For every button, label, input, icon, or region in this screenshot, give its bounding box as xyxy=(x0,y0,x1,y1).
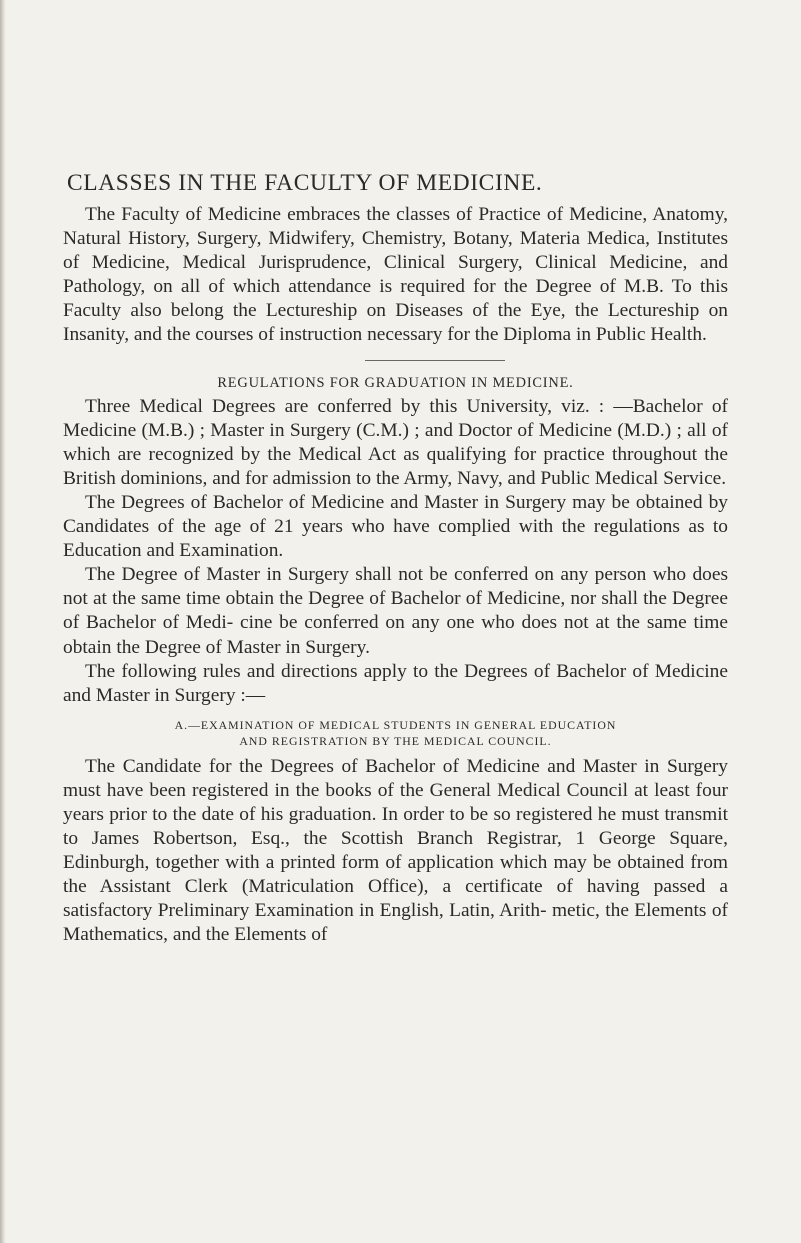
regulations-paragraph-4: The following rules and directions apply to the Degrees of Bachelor of Medicine and Master in Surgery :— xyxy=(63,660,728,706)
page-edge-shadow xyxy=(0,0,6,1243)
section-divider xyxy=(365,360,505,361)
section-a-heading xyxy=(63,717,728,749)
page-title: CLASSES IN THE FACULTY OF MEDICINE. xyxy=(67,170,543,196)
section-a-heading-line-1: A.—EXAMINATION OF MEDICAL STUDENTS IN GENERAL EDUCATION xyxy=(174,717,617,732)
regulations-heading: REGULATIONS FOR GRADUATION IN MEDICINE. xyxy=(217,374,574,391)
section-a-heading-line-2: AND REGISTRATION BY THE MEDICAL COUNCIL. xyxy=(239,733,552,748)
regulations-paragraph-2: The Degrees of Bachelor of Medicine and Master in Surgery may be obtained by Candidates of the age of 21 years who have complied with the regulations as to Education and Examination. xyxy=(63,491,728,562)
regulations-paragraph-3: The Degree of Master in Surgery shall not be conferred on any person who does not at the same time obtain the Degree of Bachelor of Medicine, nor shall the Degree of Bachelor of Medi- cine be conferred on any one who does not at the same time obtain the Degree of Master in Surgery. xyxy=(63,564,728,658)
text-column xyxy=(63,170,728,948)
intro-paragraph: The Faculty of Medicine embraces the classes of Practice of Medicine, Anatomy, Natural History, Surgery, Midwifery, Chemistry, Botany, Materia Medica, Institutes of Medicine, Medical Jurisprudence, Clinical Surgery, Clinical Medicine, and Pathology, on all of which attendance is required for the Degree of M.B. To this Faculty also belong the Lectureship on Diseases of the Eye, the Lectureship on Insanity, and the courses of instruction necessary for the Diploma in Public Health. xyxy=(63,204,728,346)
regulations-paragraph-1: Three Medical Degrees are conferred by this University, viz. : —Bachelor of Medicine (M.B.) ; Master in Surgery (C.M.) ; and Doctor of Medicine (M.D.) ; all of which are recognized by the Medical Act as qualifying for practice throughout the British dominions, and for admission to the Army, Navy, and Public Medical Service. xyxy=(63,395,728,489)
section-a-paragraph: The Candidate for the Degrees of Bachelor of Medicine and Master in Surgery must have been registered in the books of the General Medical Council at least four years prior to the date of his graduation. In order to be so registered he must transmit to James Robertson, Esq., the Scottish Branch Registrar, 1 George Square, Edinburgh, together with a printed form of application which may be obtained from the Assistant Clerk (Matriculation Office), a certificate of having passed a satisfactory Preliminary Examination in English, Latin, Arith- metic, the Elements of Mathematics, and the Elements of xyxy=(63,755,728,946)
